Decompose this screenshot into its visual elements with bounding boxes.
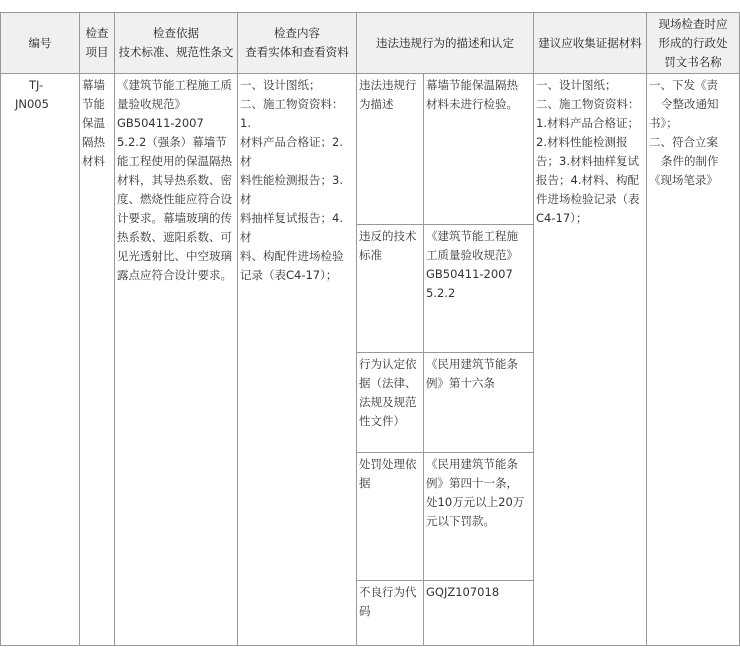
header-docs-line2: 形成的行政处: [658, 36, 728, 50]
violation-value-line: 5.2.2: [426, 286, 456, 300]
row-item-line: 节能: [82, 97, 105, 111]
header-basis: [114, 12, 238, 74]
row-docs-line: 令整改通知: [661, 97, 719, 111]
violation-value-line: 《建筑节能工程施: [426, 229, 518, 243]
header-content: [237, 12, 357, 74]
violation-value-line: 《民用建筑节能条: [426, 357, 518, 371]
violation-label-line: 处罚处理依: [359, 457, 417, 471]
header-evidence: [533, 12, 647, 74]
violation-label-code: [356, 580, 424, 646]
violation-label-line: 行为认定依: [359, 357, 417, 371]
header-docs: [646, 12, 740, 74]
header-item-line2: 项目: [85, 45, 109, 59]
violation-value-line: 例》第四十一条，: [426, 476, 518, 490]
row-docs-line: 书》；: [649, 116, 678, 130]
row-content-line: 材料产品合格证；2.材: [240, 135, 343, 168]
row-basis-line: 材料，其导热系数、密: [117, 173, 232, 187]
header-id-label: 编号: [28, 35, 52, 50]
row-basis: [114, 73, 238, 646]
violation-value-line: 材料未进行检验。: [426, 97, 518, 111]
row-content-line: 一、设计图纸；: [240, 78, 321, 92]
row-basis-line: 5.2.2（强条）幕墙节: [117, 135, 227, 149]
violation-value-line: 元以下罚款。: [426, 514, 495, 528]
header-docs-line3: 罚文书名称: [664, 55, 722, 69]
violation-value-penalty: [423, 452, 534, 581]
header-item: [79, 12, 115, 74]
row-evidence-line: C4-17）；: [536, 211, 588, 225]
row-basis-line: 露点应符合设计要求。: [117, 268, 232, 282]
violation-label-line: 性文件）: [359, 414, 405, 428]
row-basis-line: 见光透射比、中空玻璃: [117, 249, 232, 263]
header-description-label: 违法违规行为的描述和认定: [376, 35, 514, 50]
row-basis-line: 量验收规范》: [117, 97, 186, 111]
violation-value-code: [423, 580, 534, 646]
violation-value-basis: [423, 352, 534, 453]
row-evidence: [533, 73, 647, 646]
row-item-line: 幕墙: [82, 78, 105, 92]
violation-label-line: 码: [359, 604, 371, 618]
row-evidence-line: 件进场检验记录（表: [536, 192, 640, 206]
row-docs-line: 一、下发《责: [649, 78, 718, 92]
violation-value-line: GQJZ107018: [426, 585, 500, 599]
row-basis-line: 计要求。幕墙玻璃的传: [117, 211, 232, 225]
violation-label-line: 法规及规范: [359, 395, 417, 409]
row-evidence-line: 2.材料性能检测报: [536, 135, 628, 149]
row-evidence-line: 一、设计图纸；: [536, 78, 617, 92]
row-basis-line: 能工程使用的保温隔热: [117, 154, 232, 168]
violation-label-description: [356, 73, 424, 225]
row-item-line: 隔热: [82, 135, 105, 149]
row-id-line2: JN005: [15, 97, 49, 111]
row-item-line: 材料: [82, 154, 105, 168]
row-content-line: 料、构配件进场检验: [240, 249, 344, 263]
violation-value-line: 《民用建筑节能条: [426, 457, 518, 471]
row-docs: [646, 73, 740, 646]
header-item-line1: 检查: [85, 26, 109, 40]
violation-value-line: GB50411-2007: [426, 267, 513, 281]
violation-label-penalty: [356, 452, 424, 581]
violation-value-line: 幕墙节能保温隔热: [426, 78, 518, 92]
violation-value-line: 处10万元以上20万: [426, 495, 525, 509]
row-content: [237, 73, 357, 646]
row-item: [79, 73, 115, 646]
row-basis-line: 热系数、遮阳系数、可: [117, 230, 232, 244]
header-evidence-label: 建议应收集证据材料: [538, 35, 642, 50]
header-content-line2: 查看实体和查看资料: [245, 45, 349, 59]
violation-label-line: 违反的技术: [359, 229, 417, 243]
row-evidence-line: 告；3.材料抽样复试: [536, 154, 639, 168]
header-content-line1: 检查内容: [274, 26, 320, 40]
violation-label-line: 违法违规行: [359, 78, 417, 92]
row-basis-line: 《建筑节能工程施工质: [117, 78, 232, 92]
row-content-line: 二、施工物资资料：1.: [240, 97, 344, 130]
row-id: [0, 73, 80, 646]
violation-value-line: 工质量验收规范》: [426, 248, 518, 262]
row-evidence-line: 二、施工物资资料：: [536, 97, 640, 111]
header-basis-line1: 检查依据: [153, 26, 199, 40]
row-docs-line: 条件的制作: [661, 154, 719, 168]
violation-label-basis: [356, 352, 424, 453]
header-basis-line2: 技术标准、规范性条文: [118, 45, 234, 59]
header-id: [0, 12, 80, 74]
violation-value-standard: [423, 224, 534, 353]
violation-label-line: 为描述: [359, 97, 394, 111]
row-content-line: 料性能检测报告；3.材: [240, 173, 343, 206]
violation-label-line: 据: [359, 476, 371, 490]
row-docs-line: 《现场笔录》: [649, 173, 718, 187]
row-content-line: 记录（表C4-17）；: [240, 268, 338, 282]
row-item-line: 保温: [82, 116, 105, 130]
violation-label-line: 据（法律、: [359, 376, 417, 390]
row-content-line: 料抽样复试报告；4.材: [240, 211, 343, 244]
row-basis-line: 度、燃烧性能应符合设: [117, 192, 232, 206]
violation-value-description: [423, 73, 534, 225]
row-docs-line: 二、符合立案: [649, 135, 718, 149]
row-evidence-line: 1.材料产品合格证；: [536, 116, 639, 130]
violation-label-line: 不良行为代: [359, 585, 417, 599]
row-basis-line: GB50411-2007: [117, 116, 204, 130]
violation-value-line: 例》第十六条: [426, 376, 495, 390]
violation-label-line: 标准: [359, 248, 382, 262]
header-docs-line1: 现场检查时应: [658, 17, 728, 31]
row-evidence-line: 报告；4.材料、构配: [536, 173, 639, 187]
violation-label-standard: [356, 224, 424, 353]
header-description: [356, 12, 534, 74]
row-id-line1: TJ-: [29, 78, 44, 92]
